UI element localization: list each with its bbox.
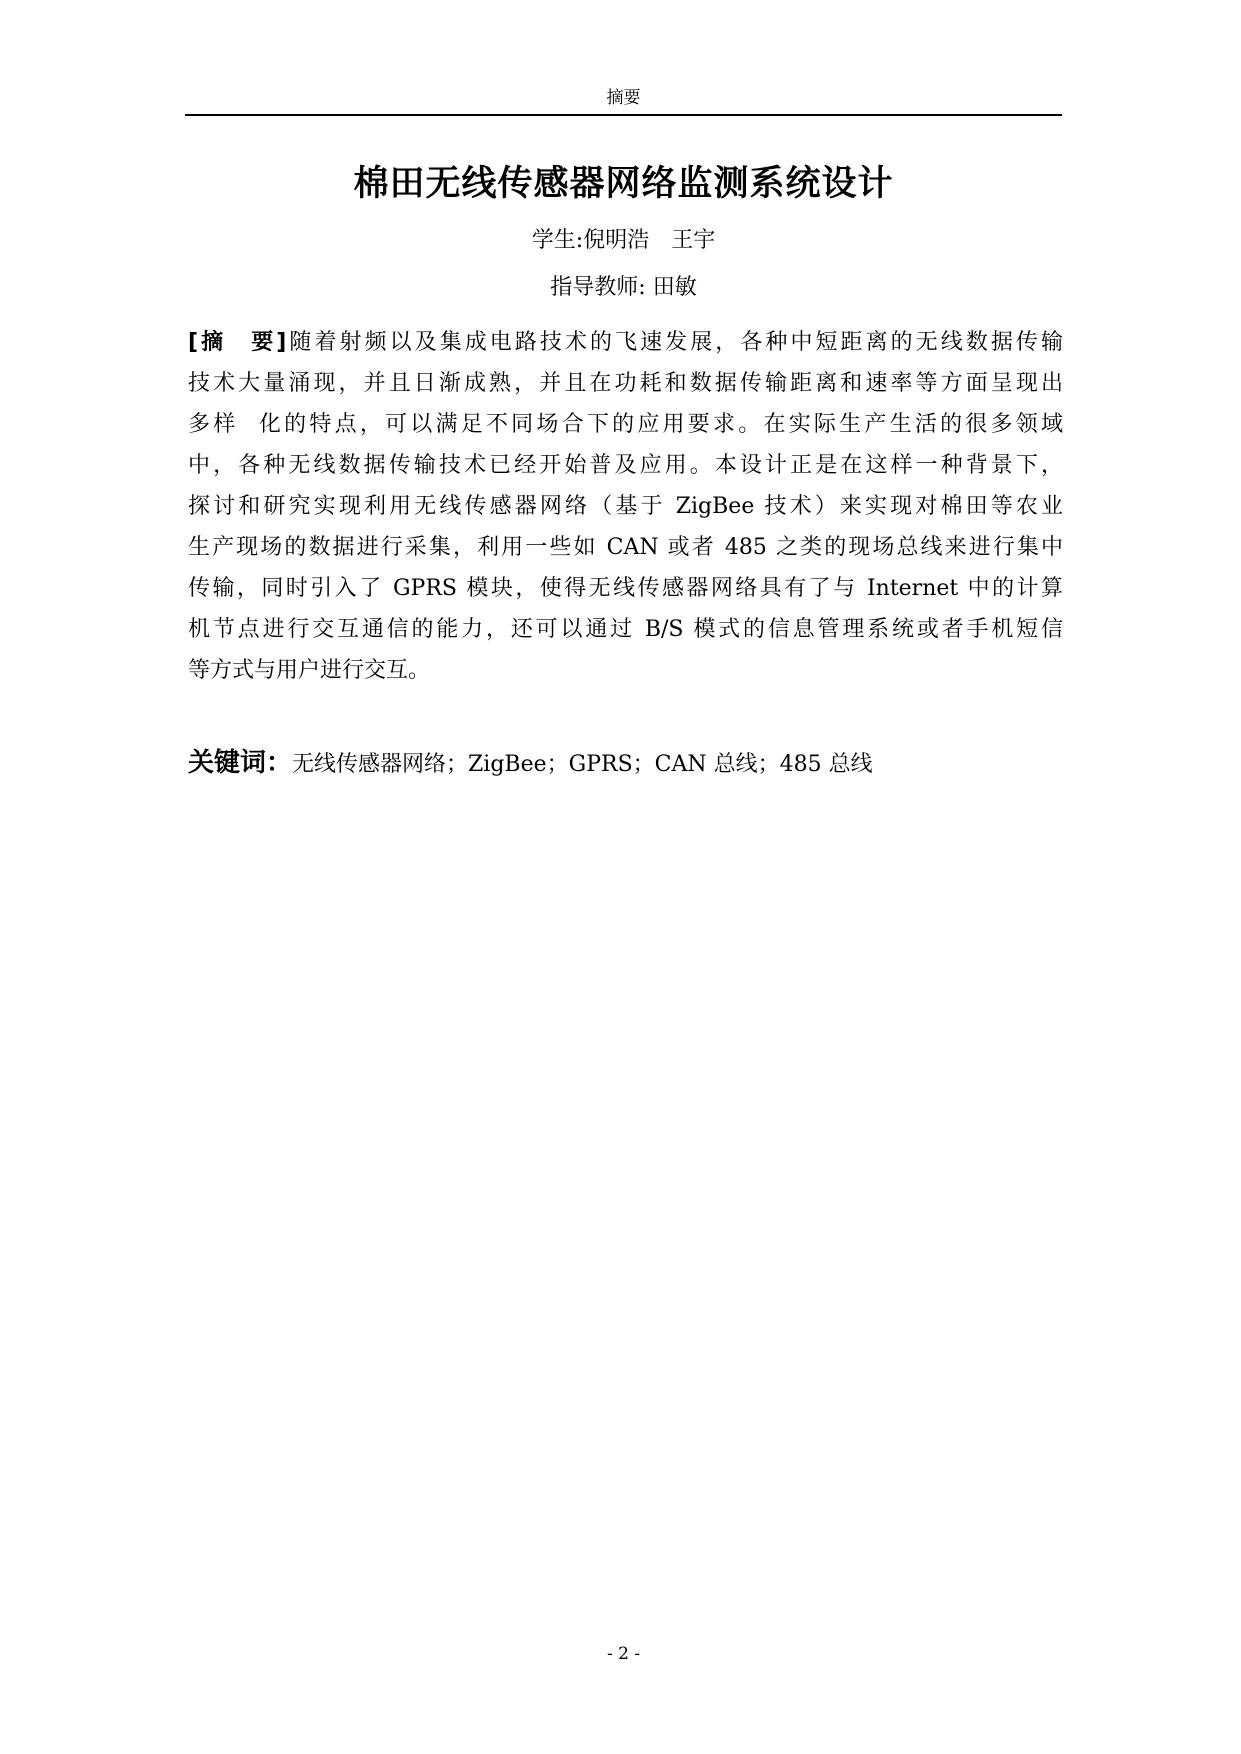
- authors: 学生:倪明浩 王宇: [531, 228, 716, 253]
- running-header: 摘要: [606, 88, 641, 108]
- advisor: 指导教师: 田敏: [550, 275, 697, 300]
- document-title: 棉田无线传感器网络监测系统设计: [353, 164, 894, 204]
- abstract-line-7: 传输，同时引入了 GPRS 模块，使得无线传感器网络具有了与 Internet 中的计算: [188, 576, 1063, 601]
- keywords-text: 无线传感器网络；ZigBee；GPRS；CAN 总线；485 总线: [292, 752, 873, 777]
- abstract-line-4: 中，各种无线数据传输技术已经开始普及应用。本设计正是在这样一种背景下，: [188, 453, 1063, 478]
- abstract-text-1: 随着射频以及集成电路技术的飞速发展，各种中短距离的无线数据传输: [286, 330, 1063, 355]
- abstract-line-9: 等方式与用户进行交互。: [188, 658, 431, 683]
- abstract-line-3: 多样 化的特点，可以满足不同场合下的应用要求。在实际生产生活的很多领域: [188, 412, 1063, 437]
- abstract-line-2: 技术大量涌现，并且日渐成熟，并且在功耗和数据传输距离和速率等方面呈现出: [188, 371, 1063, 396]
- header-rule: [185, 114, 1062, 116]
- abstract-line-6: 生产现场的数据进行采集，利用一些如 CAN 或者 485 之类的现场总线来进行集中: [188, 535, 1063, 560]
- abstract-line-1: [188, 322, 1063, 363]
- abstract-line-8: 机节点进行交互通信的能力，还可以通过 B/S 模式的信息管理系统或者手机短信: [188, 617, 1063, 642]
- keywords-label: 关键词：: [188, 748, 293, 778]
- keywords: [188, 746, 1063, 782]
- abstract-line-5: 探讨和研究实现利用无线传感器网络（基于 ZigBee 技术）来实现对棉田等农业: [188, 494, 1063, 519]
- abstract: [188, 322, 1063, 691]
- page-number: - 2 -: [606, 1644, 641, 1664]
- abstract-label: [摘 要]: [188, 330, 287, 355]
